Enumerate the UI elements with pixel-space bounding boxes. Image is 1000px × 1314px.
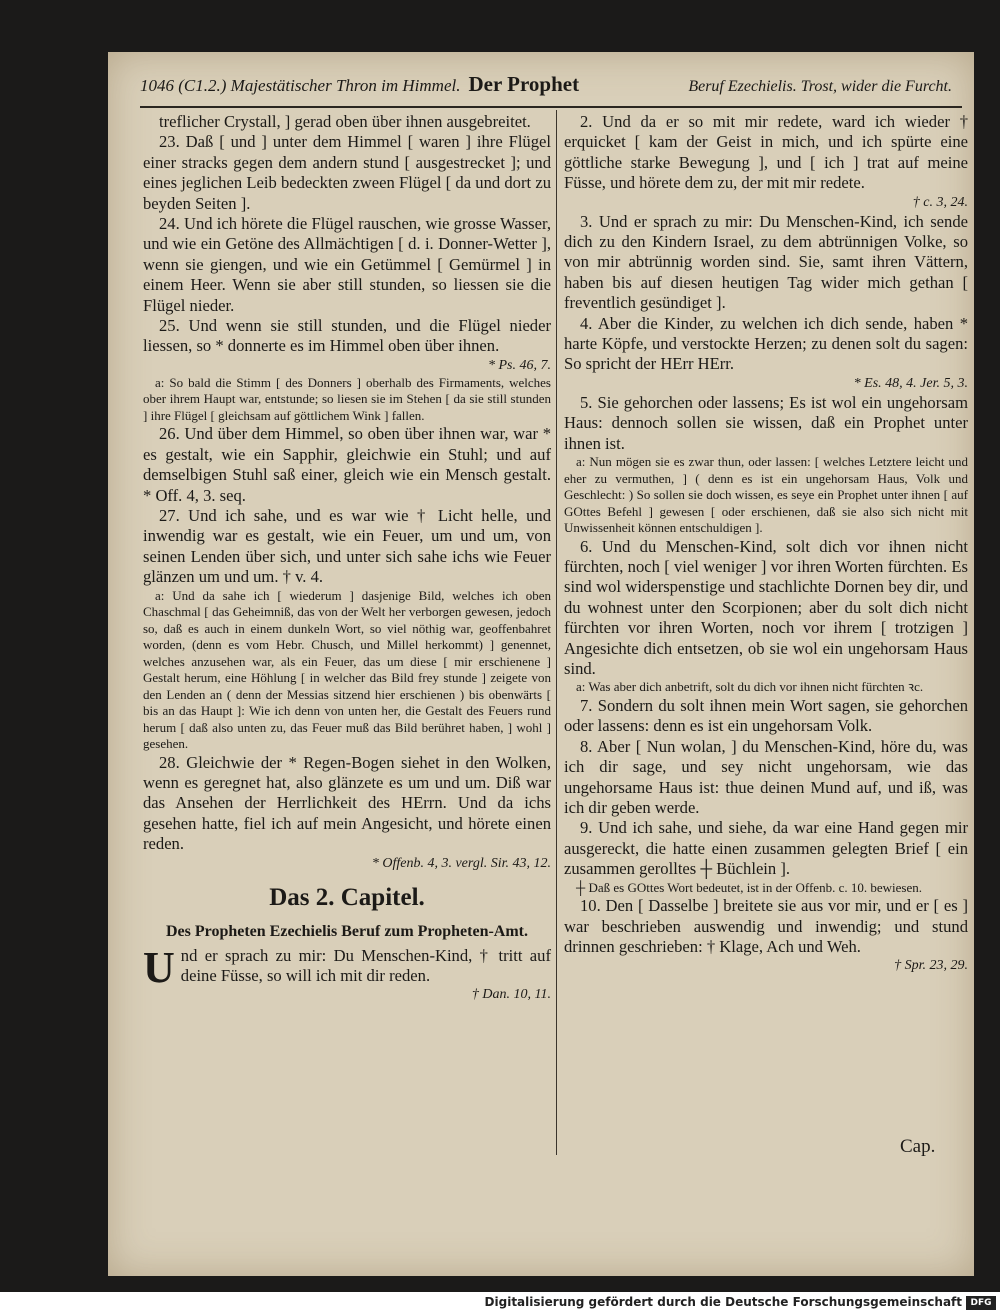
- header-rule: [140, 106, 962, 108]
- header-right: Beruf Ezechielis. Trost, wider die Furcht.: [688, 78, 952, 95]
- verse: 10. Den [ Dasselbe ] breitete sie aus vor mir, und er [ es ] war beschrieben auswendig und inwendig; und stund drinnen geschrieben: † Klage, Ach und Weh.: [564, 896, 968, 956]
- cross-reference: † c. 3, 24.: [912, 194, 968, 210]
- cross-reference: * Offenb. 4, 3. vergl. Sir. 43, 12.: [371, 855, 551, 871]
- header-title: Der Prophet: [468, 72, 580, 96]
- verse: 23. Daß [ und ] unter dem Himmel [ waren ] ihre Flügel einer stracks gegen dem andern stund [ ausgestrecket ]; und eines jeglichen Leib bedeckten zween Flügel [ da und dort zu beyden Seiten ].: [143, 132, 551, 213]
- header-left: 1046 (C1.2.) Majestätischer Thron im Himmel.: [140, 76, 461, 95]
- chapter-summary: Des Propheten Ezechielis Beruf zum Propheten-Amt.: [165, 922, 528, 940]
- running-header: [140, 72, 952, 106]
- verse-1-reference: † Dan. 10, 11.: [471, 987, 551, 1003]
- verse-1-text: nd er sprach zu mir: Du Menschen-Kind, † tritt auf deine Füsse, so will ich mit dir reden.: [180, 945, 551, 986]
- annotation-note: ┼ Daß es GOttes Wort bedeutet, ist in der Offenb. c. 10. bewiesen.: [576, 879, 922, 895]
- cross-reference: * Ps. 46, 7.: [488, 357, 551, 373]
- chapter-verse-1: [143, 942, 551, 992]
- verse: 26. Und über dem Himmel, so oben über ihnen war, war * es gestalt, wie ein Sapphir, gleichwie ein Stuhl; und auf demselbigen Stuhl saß einer, gleich wie ein Mensch gestalt. * Off. 4, 3. seq.: [143, 424, 551, 505]
- verse: 24. Und ich hörete die Flügel rauschen, wie grosse Wasser, und wie ein Getöne des Allmächtigen [ d. i. Donner-Wetter ], wenn sie giengen, und wie ein Getümmel [ Gemürmel ] in einem Heer. Wenn sie aber still stunden, so liessen sie die Flügel nieder.: [143, 214, 551, 315]
- verse: 6. Und du Menschen-Kind, solt dich vor ihnen nicht fürchten, noch [ viel weniger ] vor ihren Worten fürchten. Es sind wol widerspenstige und stachlichte Dornen bey dir, und du wohnest unter den Scorpionen; aber du solt dich nicht fürchten vor ihren Worten, noch vor ihrem [ trotzigen ] Angesichte dich entsetzen, ob sie wol ein ungehorsam Haus sind.: [564, 536, 968, 679]
- verse: 7. Sondern du solt ihnen mein Wort sagen, sie gehorchen oder lassens: denn es ist ein ungehorsam Volk.: [564, 695, 968, 736]
- left-column: [143, 112, 551, 1004]
- catchword: Cap.: [900, 1136, 936, 1157]
- cross-reference: † Spr. 23, 29.: [894, 958, 968, 974]
- verse: 8. Aber [ Nun wolan, ] du Menschen-Kind, höre du, was ich dir sage, und sey nicht ungehorsam, wie das ungehorsame Haus ist: thue deinen Mund auf, und iß, was ich dir geben werde.: [564, 736, 968, 817]
- footer-bar: [0, 1292, 1000, 1314]
- drop-cap: U: [143, 942, 175, 992]
- annotation-note: a: So bald die Stimm [ des Donners ] oberhalb des Firmaments, welches ober ihrem Haupt war, entstunde; so liesen sie im Stehen [ da sie still stunden ] ihre Flügel [ gleichsam auf göttlichem Wink ] fallen.: [143, 374, 551, 423]
- verse: treflicher Crystall, ] gerad oben über ihnen ausgebreitet.: [159, 112, 531, 131]
- verse: 5. Sie gehorchen oder lassens; Es ist wol ein ungehorsam Haus: dennoch sollen sie wissen, daß ein Prophet unter ihnen ist.: [564, 392, 968, 453]
- verse: 9. Und ich sahe, und siehe, da war eine Hand gegen mir ausgereckt, die hatte einen zusammen gelegten Brief [ ein zusammen gerolltes ┼ Büchlein ].: [564, 818, 968, 879]
- column-divider: [556, 110, 557, 1155]
- annotation-note: a: Nun mögen sie es zwar thun, oder lassen: [ welches Letztere leicht und eher zu vermuthen, ] ( denn es ist ein ungehorsam Haus, Volk und Geschlecht: ) So sollen sie doch wissen, es seye ein Prophet unter ihnen [ auf GOttes Befehl ] gewesen [ oder erschienen, daß sie also sich nicht mit Unwissenheit können entschuldigen ].: [564, 454, 968, 536]
- chapter-heading: Das 2. Capitel.: [269, 883, 425, 911]
- right-column: [564, 112, 968, 975]
- left-verses: [143, 112, 551, 873]
- footer-credit: Digitalisierung gefördert durch die Deutsche Forschungsgemeinschaft: [484, 1295, 962, 1309]
- right-verses: [564, 112, 968, 975]
- annotation-note: a: Und da sahe ich [ wiederum ] dasjenige Bild, welches ich oben Chaschmal [ das Geheimniß, das von der Welt her verborgen gewesen, jedoch so, daß es auch in einem dunkeln Wort, so viel nöthig war, geoffenbahret worden, (denn es vom Hebr. Chusch, und Millel herkommt) ] genennet, welches anzusehen war, als ein Feuer, das um diese [ mir erschienene ] Gestalt herum, eine Höhlung [ in welcher das Bild frey stunde ] zeigete von den Lenden an ( denn der Messias sitzend hier erschienen ) bis obenwärts [ bis an das Haupt ]: Wie ich denn von unten her, die Gestalt des Feuers rund herum [ daß also unten zu, das Feuer muß das Bild berühret haben, ] wohl ] gesehen.: [143, 587, 551, 752]
- verse: 28. Gleichwie der * Regen-Bogen siehet in den Wolken, wenn es geregnet hat, also glänzete es um und um. Diß war das Ansehen der Herrlichkeit des HErrn. Und da ichs gesehen hatte, fiel ich auf mein Angesicht, und hörete einen reden.: [143, 752, 551, 854]
- verse: 25. Und wenn sie still stunden, und die Flügel nieder liessen, so * donnerte es im Himmel oben über ihnen.: [143, 316, 551, 356]
- verse: 4. Aber die Kinder, zu welchen ich dich sende, haben * harte Köpfe, und verstockte Herzen; zu denen solt du sagen: So spricht der HErr HErr.: [564, 313, 968, 374]
- dfg-logo: DFG: [966, 1296, 996, 1310]
- verse: 3. Und er sprach zu mir: Du Menschen-Kind, ich sende dich zu den Kindern Israel, zu dem abtrünnigen Volke, so von mir abtrünnig worden sind. Sie, samt ihren Vättern, haben bis auf diesen heutigen Tag wider mich gethan [ freventlich gesündiget ].: [564, 211, 968, 313]
- cross-reference: * Es. 48, 4. Jer. 5, 3.: [853, 375, 968, 391]
- verse: 27. Und ich sahe, und es war wie † Licht helle, und inwendig war es gestalt, wie ein Feuer, um und um, von seinen Lenden über sich, und unter sich sahe ichs wie Feuer glänzen um und um. † v. 4.: [143, 506, 551, 587]
- annotation-note: a: Was aber dich anbetrift, solt du dich vor ihnen nicht fürchten ꝛc.: [576, 679, 924, 695]
- verse: 2. Und da er so mit mir redete, ward ich wieder † erquicket [ kam der Geist in mich, und ich spürte eine göttliche starke Bewegung ], und [ ich ] trat auf meine Füsse, und hörete dem zu, der mit mir redete.: [564, 112, 968, 193]
